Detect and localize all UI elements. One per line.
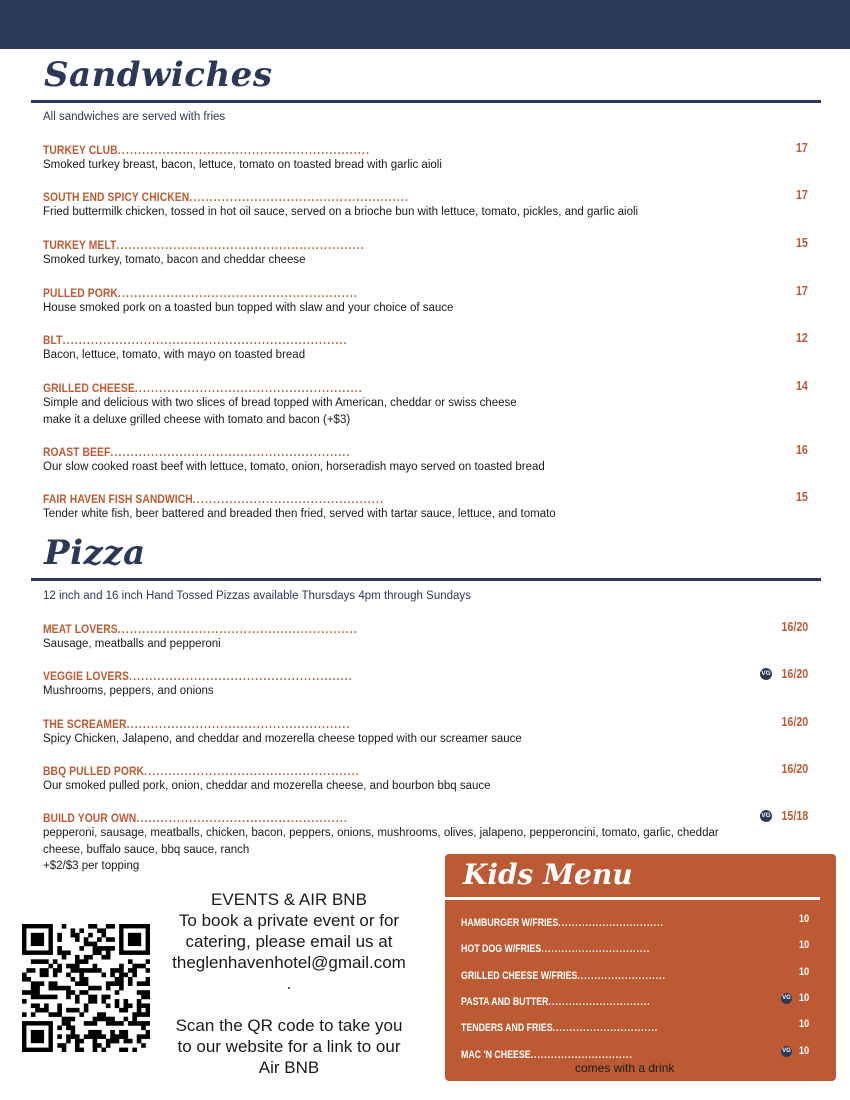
- menu-item-name: BUILD YOUR OWN....................................................: [43, 811, 349, 825]
- menu-item-price: 16/20: [781, 620, 808, 634]
- menu-item-header: [43, 331, 808, 347]
- menu-item-header: [43, 188, 808, 204]
- events-line: [158, 994, 420, 1015]
- leader-dots: .............................................................: [116, 238, 365, 252]
- kids-menu-item-price: 10: [798, 1045, 809, 1057]
- menu-item: [43, 188, 808, 221]
- menu-item-price: 17: [796, 188, 808, 202]
- menu-item: [43, 236, 808, 269]
- kids-menu-item-price: 10: [798, 939, 809, 951]
- leader-dots: ...........................................................: [117, 622, 358, 636]
- kids-menu-item: [461, 966, 809, 982]
- menu-item-price: 12: [796, 331, 808, 345]
- menu-item-header: [43, 809, 808, 825]
- events-line: catering, please email us at: [185, 932, 393, 951]
- menu-item-price: 14: [796, 379, 808, 393]
- sandwiches-rule: [31, 100, 821, 103]
- menu-item-header: [43, 620, 808, 636]
- leader-dots: .......................................................: [126, 717, 351, 731]
- leader-dots: ........................................................: [134, 381, 363, 395]
- menu-item-name: THE SCREAMER.......................................................: [43, 717, 351, 731]
- menu-item-name: ROAST BEEF...........................................................: [43, 445, 351, 459]
- menu-item-header: [43, 379, 808, 395]
- menu-item-price: 16: [796, 443, 808, 457]
- menu-item-name: GRILLED CHEESE........................................................: [43, 381, 363, 395]
- menu-item-price: 15: [796, 236, 808, 250]
- menu-item: [43, 620, 808, 653]
- kids-menu-note: comes with a drink: [575, 1061, 675, 1075]
- menu-item-price: 17: [796, 284, 808, 298]
- menu-item-name: PULLED PORK...........................................................: [43, 286, 359, 300]
- kids-menu-item: [461, 1045, 809, 1061]
- menu-item: [43, 762, 808, 795]
- menu-item-price: 16/20: [781, 762, 808, 776]
- menu-item-header: [43, 762, 808, 778]
- menu-item-description: +$2/$3 per topping: [43, 860, 140, 872]
- events-line: Scan the QR code to take you: [175, 1016, 403, 1035]
- qr-code-graphic: [22, 924, 150, 1052]
- leader-dots: ...........................................................: [110, 445, 351, 459]
- menu-item-description: Our slow cooked roast beef with lettuce, tomato, onion, horseradish mayo served on toasted bread: [43, 461, 545, 473]
- menu-item-price: 16/20: [781, 715, 808, 729]
- menu-item-name: VEGGIE LOVERS.......................................................: [43, 669, 353, 683]
- menu-item-price: 15/18: [781, 809, 808, 823]
- menu-item-price: 17: [796, 141, 808, 155]
- kids-menu-item-name: HOT DOG W/FRIES................................: [461, 943, 651, 955]
- kids-menu-item: [461, 913, 809, 929]
- menu-item-description: Spicy Chicken, Jalapeno, and cheddar and mozerella cheese topped with our screamer sauce: [43, 733, 522, 745]
- menu-item-header: [43, 490, 808, 506]
- menu-item-name: SOUTH END SPICY CHICKEN......................................................: [43, 190, 410, 204]
- menu-item-header: [43, 141, 808, 157]
- kids-menu-item-name: GRILLED CHEESE W/FRIES..........................: [461, 970, 666, 982]
- events-info: [158, 889, 420, 1078]
- menu-item-price: 16/20: [781, 667, 808, 681]
- kids-menu-item: [461, 1018, 809, 1034]
- kids-menu-item-name: HAMBURGER W/FRIES...............................: [461, 917, 664, 929]
- menu-item: [43, 379, 808, 428]
- menu-item-name: TURKEY MELT.............................................................: [43, 238, 365, 252]
- menu-item-description: House smoked pork on a toasted bun topped with slaw and your choice of sauce: [43, 302, 454, 314]
- sandwiches-title: Sandwiches: [44, 55, 273, 95]
- pizza-title: Pizza: [44, 533, 146, 573]
- menu-item: [43, 141, 808, 174]
- menu-item-name: BLT......................................................................: [43, 333, 348, 347]
- leader-dots: .......................................................: [129, 669, 353, 683]
- leader-dots: ...............................: [552, 1022, 659, 1034]
- menu-item-price: 15: [796, 490, 808, 504]
- events-line: .: [286, 974, 292, 993]
- menu-item: [43, 443, 808, 476]
- leader-dots: ......................................................................: [62, 333, 348, 347]
- vegetarian-icon: VG: [760, 810, 772, 822]
- leader-dots: ..............................: [530, 1049, 633, 1061]
- kids-menu-item-name: PASTA AND BUTTER..............................: [461, 996, 651, 1008]
- events-line: theglenhavenhotel@gmail.com: [172, 953, 406, 972]
- menu-item-header: [43, 715, 808, 731]
- qr-code-icon[interactable]: [22, 924, 150, 1052]
- events-line: To book a private event or for: [178, 911, 400, 930]
- menu-item-description: pepperoni, sausage, meatballs, chicken, bacon, peppers, onions, mushrooms, olives, jalapeno, pepperoncini, tomato, garlic, cheddar: [43, 827, 719, 839]
- menu-item-description: Tender white fish, beer battered and breaded then fried, served with tartar sauce, lettuce, and tomato: [43, 508, 556, 520]
- menu-item-description: Smoked turkey, tomato, bacon and cheddar cheese: [43, 254, 306, 266]
- header-bar: [0, 0, 850, 49]
- menu-item-description: Bacon, lettuce, tomato, with mayo on toasted bread: [43, 349, 306, 361]
- menu-item-description: Mushrooms, peppers, and onions: [43, 685, 214, 697]
- menu-item-name: BBQ PULLED PORK.....................................................: [43, 764, 360, 778]
- menu-item-description: make it a deluxe grilled cheese with tomato and bacon (+$3): [43, 413, 351, 426]
- menu-item-description: Our smoked pulled pork, onion, cheddar and mozerella cheese, and bourbon bbq sauce: [43, 780, 491, 792]
- menu-item: [43, 284, 808, 317]
- leader-dots: ......................................................: [189, 190, 410, 204]
- menu-item: [43, 490, 808, 523]
- pizza-rule: [31, 578, 821, 581]
- menu-item-description: cheese, buffalo sauce, bbq sauce, ranch: [43, 843, 250, 856]
- menu-item-name: MEAT LOVERS...........................................................: [43, 622, 358, 636]
- menu-item: [43, 667, 808, 700]
- leader-dots: ...........................................................: [117, 286, 359, 300]
- kids-menu-item-name: MAC 'N CHEESE..............................: [461, 1049, 633, 1061]
- kids-menu-panel: [445, 854, 836, 1081]
- menu-item-name: TURKEY CLUB..............................................................: [43, 143, 371, 157]
- menu-item-header: [43, 284, 808, 300]
- menu-item-header: [43, 443, 808, 459]
- leader-dots: ...............................: [558, 917, 664, 929]
- menu-item: [43, 331, 808, 364]
- leader-dots: ................................: [541, 943, 651, 955]
- menu-item-description: Fried buttermilk chicken, tossed in hot oil sauce, served on a brioche bun with lettuce, tomato, pickles, and garlic aioli: [43, 206, 639, 218]
- sandwiches-note: All sandwiches are served with fries: [43, 111, 226, 123]
- vegetarian-icon: VG: [781, 993, 792, 1004]
- menu-item-description: Sausage, meatballs and pepperoni: [43, 638, 221, 650]
- kids-menu-rule: [445, 897, 820, 900]
- events-line: to our website for a link to our: [177, 1037, 401, 1056]
- leader-dots: ..........................: [577, 970, 666, 982]
- kids-menu-item: [461, 939, 809, 955]
- kids-menu-item-price: 10: [798, 992, 809, 1004]
- menu-item-header: [43, 667, 808, 683]
- leader-dots: .....................................................: [144, 764, 360, 778]
- kids-menu-title: Kids Menu: [463, 858, 633, 891]
- events-line: EVENTS & AIR BNB: [211, 890, 367, 909]
- menu-item-description: Simple and delicious with two slices of bread topped with American, cheddar or swiss cheese: [43, 397, 517, 409]
- menu-item: [43, 715, 808, 748]
- kids-menu-item-name: TENDERS AND FRIES...............................: [461, 1022, 659, 1034]
- leader-dots: ..............................................................: [117, 143, 371, 157]
- kids-menu-item-price: 10: [798, 913, 809, 925]
- menu-item-header: [43, 236, 808, 252]
- menu-item-description: Smoked turkey breast, bacon, lettuce, tomato on toasted bread with garlic aioli: [43, 159, 442, 171]
- vegetarian-icon: VG: [781, 1046, 792, 1057]
- menu-item-name: FAIR HAVEN FISH SANDWICH...............................................: [43, 492, 385, 506]
- kids-menu-item-price: 10: [798, 1018, 809, 1030]
- vegetarian-icon: VG: [760, 668, 772, 680]
- pizza-note: 12 inch and 16 inch Hand Tossed Pizzas available Thursdays 4pm through Sundays: [43, 590, 471, 602]
- leader-dots: ...............................................: [192, 492, 385, 506]
- leader-dots: ....................................................: [136, 811, 349, 825]
- leader-dots: ..............................: [548, 996, 651, 1008]
- events-line: Air BNB: [258, 1058, 320, 1077]
- kids-menu-item-price: 10: [798, 966, 809, 978]
- kids-menu-item: [461, 992, 809, 1008]
